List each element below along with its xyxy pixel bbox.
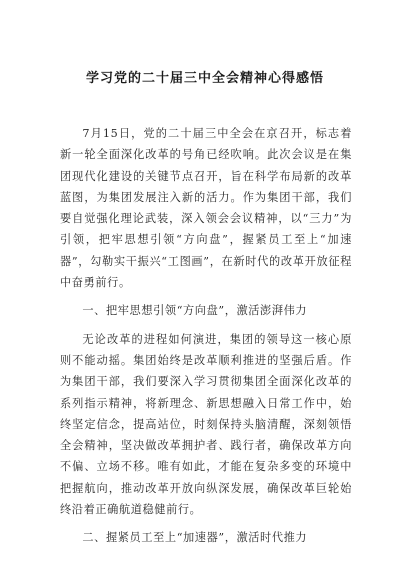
document-body bbox=[60, 123, 352, 556]
section-heading-2: 二、握紧员工至上“加速器”，激活时代推力 bbox=[82, 531, 308, 545]
document-title: 学习党的二十届三中全会精神心得感悟 bbox=[85, 71, 324, 86]
intro-paragraph: 7月15日，党的二十届三中全会在京召开，标志着新一轮全面深化改革的号角已经吹响。此次会议是在集团现代化建设的关键节点召开，旨在科学布局新的改革蓝图，为集团发展注入新的活力。作为集团干部，我们要自觉强化理论武装，深入领会会议精神，以“三力”为引领，把牢思想引领“方向盘”，握紧员工至上“加速器”，勾勒实干振兴“工图画”，在新时代的改革开放征程中奋勇前行。 bbox=[60, 127, 352, 290]
section-heading-1: 一、把牢思想引领“方向盘”，激活澎湃伟力 bbox=[82, 304, 308, 318]
section-1-paragraph: 无论改革的进程如何演进，集团的领导这一核心原则不能动摇。集团始终是改革顺利推进的坚强后盾。作为集团干部，我们要深入学习贯彻集团全面深化改革的系列指示精神，将新理念、新思想融入日常工作中，始终坚定信念，提高站位，时刻保持头脑清醒，深刻领悟全会精神，坚决做改革拥护者、践行者，确保改革方向不偏、立场不移。唯有如此，才能在复杂多变的环境中把握航向，推动改革开放向纵深发展，确保改革巨轮始终沿着正确航道稳健前行。 bbox=[60, 332, 352, 517]
